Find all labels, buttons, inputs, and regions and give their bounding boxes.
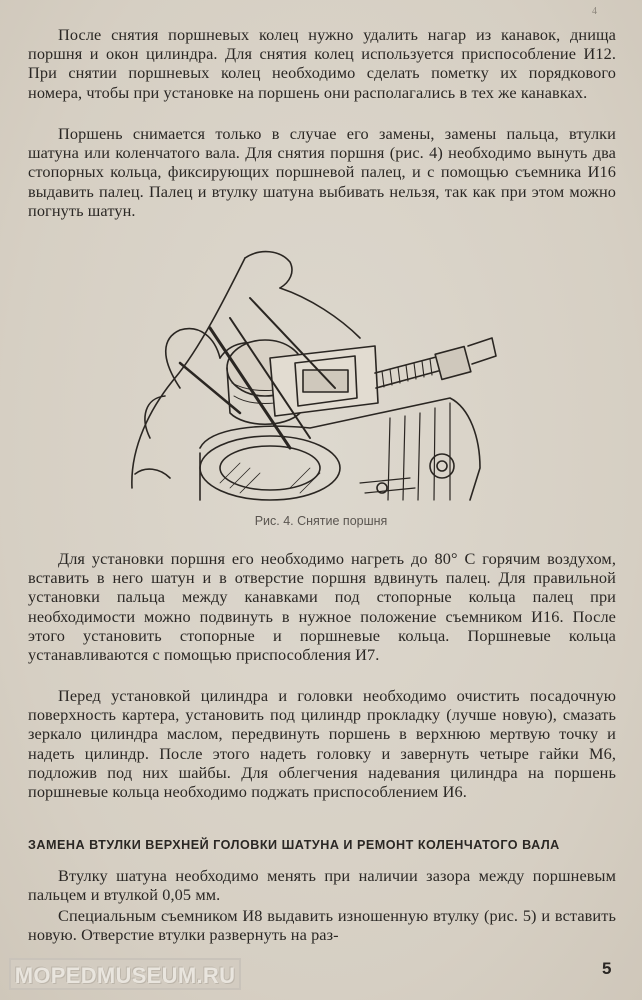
watermark-logo: MOPEDMUSEUM.RU — [9, 958, 241, 990]
piston-removal-drawing — [120, 238, 500, 506]
paragraph-piston-installation: Для установки поршня его необходимо нагреть до 80° С горячим воздухом, вставить в него шатун и в отверстие поршня вдвинуть палец. Для правильной установки пальца между канавками под стопорные кольца палец при необходимости можно подвинуть в нужное положение съемником И16. После этого установить стопорные и поршневые кольца. Поршневые кольца устанавливаются с помощью приспособления И7. — [28, 549, 616, 665]
section-heading: ЗАМЕНА ВТУЛКИ ВЕРХНЕЙ ГОЛОВКИ ШАТУНА И РЕМОНТ КОЛЕНЧАТОГО ВАЛА — [28, 838, 560, 852]
paragraph-cylinder-installation: Перед установкой цилиндра и головки необходимо очистить посадочную поверхность картера, установить под цилиндр прокладку (лучше новую), смазать зеркало цилиндра маслом, передвинуть поршень в верхнюю мертвую точку и надеть цилиндр. После этого надеть головку и завернуть четыре гайки М6, подложив под них шайбы. Для облегчения надевания цилиндра на поршень поршневые кольца необходимо поджать приспособлением И6. — [28, 686, 616, 802]
figure-caption: Рис. 4. Снятие поршня — [254, 514, 388, 528]
piston-removal-illustration — [120, 238, 500, 506]
paragraph-bushing-replacement: Специальным съемником И8 выдавить изношенную втулку (рис. 5) и вставить новую. Отверстие втулки развернуть на раз- — [28, 906, 616, 945]
page-number: 5 — [602, 959, 612, 978]
corner-mark: 4 — [592, 6, 597, 17]
paragraph-piston-rings: После снятия поршневых колец нужно удалить нагар из канавок, днища поршня и окон цилиндра. Для снятия колец используется приспособление И12. При снятии поршневых колец необходимо сделать пометку их порядкового номера, чтобы при установке на поршень они располагались в тех же канавках. — [28, 25, 616, 102]
paragraph-bushing-clearance: Втулку шатуна необходимо менять при наличии зазора между поршневым пальцем и втулкой 0,05 мм. — [28, 866, 616, 905]
paragraph-piston-removal: Поршень снимается только в случае его замены, замены пальца, втулки шатуна или коленчатого вала. Для снятия поршня (рис. 4) необходимо вынуть два стопорных кольца, фиксирующих поршневой палец, и с помощью съемника И16 выдавить палец. Палец и втулку шатуна выбивать нельзя, так как при этом можно погнуть шатун. — [28, 124, 616, 220]
